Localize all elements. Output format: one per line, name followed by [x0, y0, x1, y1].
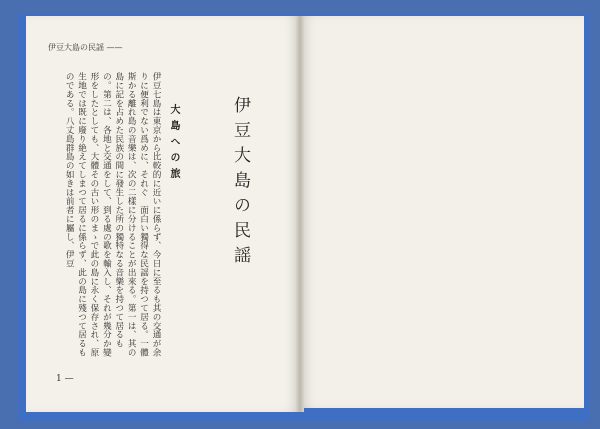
body-text [62, 72, 162, 362]
right-page [300, 16, 584, 408]
section-heading: 大島への旅 [168, 104, 179, 184]
book-gutter [296, 16, 304, 412]
chapter-title: 伊豆大島の民謡 [230, 96, 250, 271]
body-paragraph: 伊豆七島は東京から比較的に近いに係らず、今日に至るも其の交通が余りに便利でない爲めに、それぐ 面白い獨得な民謡を持つて居る。一體斯かる離れ島の音樂は、次の二樣に分けることが出來る。第一は、其の島に記を占めた民族の間に發生した所の獨特なる音樂を持つて居るもの。第二は、各地と交通をして、到る處の歌を輸入し、それが幾分か變形をしたとしても、大體その古い形のまゝで此の島に永く保存され、原生地では既に廢り絶えてしまつて居るに係らず、此の島に殘つて居るものである。八丈島群島の如きは前者に屬し、伊豆 [64, 72, 161, 357]
running-header: 伊豆大島の民謡 —— [48, 43, 123, 52]
page-number: 1 — [56, 374, 74, 384]
